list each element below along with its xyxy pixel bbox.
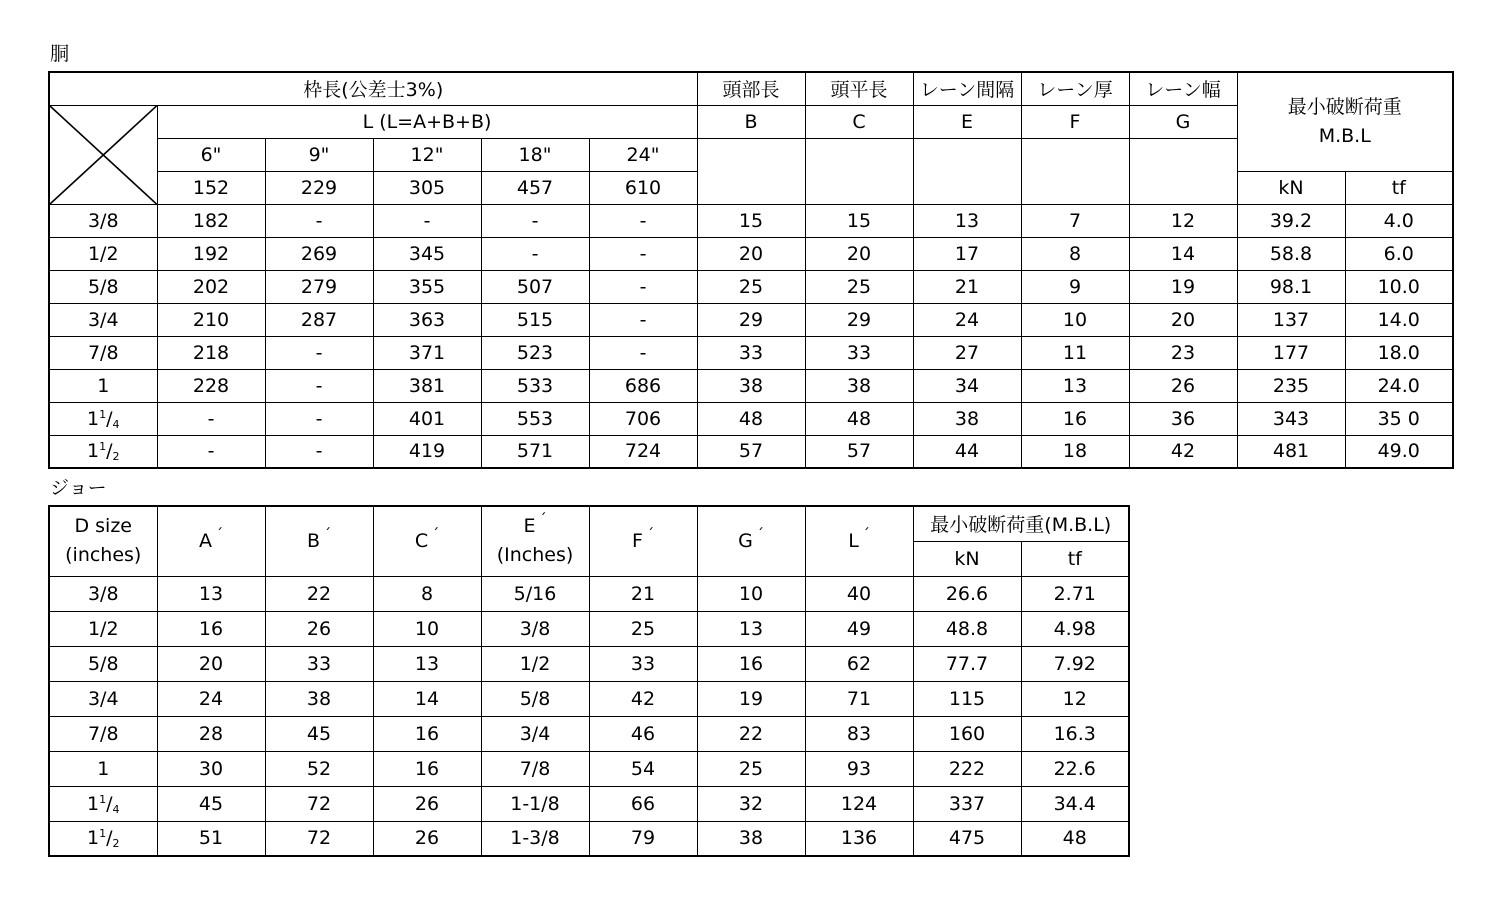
size-whole: 1: [87, 407, 100, 430]
size-numerator: 1: [99, 792, 107, 806]
table-cell: 16.3: [1021, 716, 1129, 751]
frame-length-header: 枠長(公差士3%): [49, 72, 697, 105]
jaw-tf-header: tf: [1021, 541, 1129, 576]
table-cell: 26: [373, 786, 481, 821]
table-cell: 23: [1129, 336, 1237, 369]
fraction-slash: /: [106, 407, 113, 430]
table-cell: 3/8: [481, 611, 589, 646]
table-cell: 210: [157, 303, 265, 336]
table-cell: 45: [265, 716, 373, 751]
fraction-slash: /: [106, 827, 113, 850]
table-cell: 345: [373, 237, 481, 270]
table-cell: 475: [913, 821, 1021, 856]
col-e-label: E: [523, 515, 536, 538]
table-cell: -: [157, 402, 265, 435]
table-cell: 21: [913, 270, 1021, 303]
table-cell: 16: [1021, 402, 1129, 435]
table-cell: 33: [697, 336, 805, 369]
col-e-header: [481, 506, 589, 576]
table-cell: 77.7: [913, 646, 1021, 681]
table-cell: 533: [481, 369, 589, 402]
table-cell: 42: [1129, 435, 1237, 468]
lane-thickness-header: レーン厚: [1021, 72, 1129, 105]
table-cell: 66: [589, 786, 697, 821]
table-cell: 1-1/8: [481, 786, 589, 821]
table-cell: 42: [589, 681, 697, 716]
table-cell: 16: [157, 611, 265, 646]
table-cell: -: [481, 237, 589, 270]
table-cell: 16: [697, 646, 805, 681]
table-cell: 571: [481, 435, 589, 468]
jaw-spec-table: [48, 505, 1130, 857]
formula-header: L (L=A+B+B): [157, 105, 697, 138]
table-cell: 553: [481, 402, 589, 435]
d-size-header: [49, 506, 157, 576]
size-denominator: 4: [112, 417, 120, 431]
table-cell: 32: [697, 786, 805, 821]
table-cell: 3/4: [481, 716, 589, 751]
table-cell: 9: [1021, 270, 1129, 303]
table-cell: 6.0: [1345, 237, 1453, 270]
col-l-header: [805, 506, 913, 576]
table-cell: 136: [805, 821, 913, 856]
table-cell: 287: [265, 303, 373, 336]
size-cell: 1/2: [49, 611, 157, 646]
table-cell: 79: [589, 821, 697, 856]
table-cell: 16: [373, 716, 481, 751]
size-cell: 1: [49, 751, 157, 786]
table-cell: 25: [697, 751, 805, 786]
prime-mark: ´: [862, 527, 870, 544]
size-cell: 1/2: [49, 237, 157, 270]
table-row: [49, 611, 1129, 646]
table-cell: -: [265, 435, 373, 468]
table-cell: 8: [1021, 237, 1129, 270]
table-cell: 343: [1237, 402, 1345, 435]
table-cell: 724: [589, 435, 697, 468]
inch-header: 24": [589, 138, 697, 171]
table-cell: 38: [697, 821, 805, 856]
table-cell: -: [265, 336, 373, 369]
table-cell: 83: [805, 716, 913, 751]
prime-mark: ´: [756, 527, 764, 544]
empty-cell: [697, 138, 805, 204]
table-row: [49, 402, 1453, 435]
table-cell: 4.0: [1345, 204, 1453, 237]
table-cell: 15: [697, 204, 805, 237]
table-row: [49, 204, 1453, 237]
size-cell: 3/4: [49, 303, 157, 336]
table-cell: 71: [805, 681, 913, 716]
table-cell: 72: [265, 786, 373, 821]
jaw-table-rows: [49, 576, 1129, 856]
table-cell: 19: [1129, 270, 1237, 303]
col-f-header: [589, 506, 697, 576]
inch-header: 9": [265, 138, 373, 171]
mm-header: 457: [481, 171, 589, 204]
table-cell: 29: [697, 303, 805, 336]
prime-mark: ´: [216, 527, 223, 544]
table-row: [49, 646, 1129, 681]
table-row: [49, 435, 1453, 468]
size-cell: [49, 435, 157, 468]
table-cell: -: [589, 336, 697, 369]
size-numerator: 1: [99, 407, 107, 421]
table-cell: 51: [157, 821, 265, 856]
table-row: [49, 681, 1129, 716]
jaw-mbl-header: 最小破断荷重(M.B.L): [913, 506, 1129, 541]
table-cell: 160: [913, 716, 1021, 751]
table-cell: 177: [1237, 336, 1345, 369]
table-cell: 523: [481, 336, 589, 369]
table-cell: 18: [1021, 435, 1129, 468]
table-cell: 28: [157, 716, 265, 751]
table-cell: 21: [589, 576, 697, 611]
table-cell: 14: [1129, 237, 1237, 270]
col-g-header: [697, 506, 805, 576]
table-cell: 507: [481, 270, 589, 303]
mm-header: 305: [373, 171, 481, 204]
prime-mark: ´: [539, 512, 547, 529]
table-cell: 33: [805, 336, 913, 369]
cross-lines-icon: [50, 106, 157, 204]
table-row: [49, 576, 1129, 611]
table-cell: 49: [805, 611, 913, 646]
size-cell: 1: [49, 369, 157, 402]
table-cell: 20: [805, 237, 913, 270]
mbl-subtitle: M.B.L: [1318, 124, 1371, 147]
table-cell: 26: [373, 821, 481, 856]
size-whole: 1: [87, 440, 100, 463]
table-row: [49, 270, 1453, 303]
table-cell: 363: [373, 303, 481, 336]
table-cell: 11: [1021, 336, 1129, 369]
table-cell: 381: [373, 369, 481, 402]
table-cell: 115: [913, 681, 1021, 716]
col-b-label: B: [306, 530, 321, 553]
table-cell: -: [265, 402, 373, 435]
table-cell: 22: [265, 576, 373, 611]
tf-header: tf: [1345, 171, 1453, 204]
table-cell: -: [481, 204, 589, 237]
size-denominator: 4: [112, 802, 120, 816]
table-cell: -: [589, 303, 697, 336]
table-row: [49, 237, 1453, 270]
col-e-unit: (Inches): [496, 544, 574, 567]
table-cell: 7.92: [1021, 646, 1129, 681]
col-c-header: [373, 506, 481, 576]
table-cell: 49.0: [1345, 435, 1453, 468]
size-cell: [49, 821, 157, 856]
table-cell: 13: [373, 646, 481, 681]
size-cell: [49, 402, 157, 435]
size-whole: 1: [87, 792, 100, 815]
mbl-header: [1237, 72, 1453, 171]
table-cell: 10: [1021, 303, 1129, 336]
jaw-kn-header: kN: [913, 541, 1021, 576]
table-cell: 2.71: [1021, 576, 1129, 611]
size-numerator: 1: [99, 827, 107, 841]
body-table-rows: [49, 204, 1453, 468]
fraction-slash: /: [106, 440, 113, 463]
size-cell: 5/8: [49, 646, 157, 681]
table-cell: 38: [805, 369, 913, 402]
table-cell: -: [589, 204, 697, 237]
col-a-header: [157, 506, 265, 576]
table-row: [49, 336, 1453, 369]
col-g-label: G: [738, 530, 753, 553]
table-cell: -: [589, 237, 697, 270]
table-cell: 13: [1021, 369, 1129, 402]
table-row: [49, 369, 1453, 402]
size-numerator: 1: [99, 440, 107, 454]
table-row: [49, 786, 1129, 821]
table-cell: 481: [1237, 435, 1345, 468]
table-cell: 57: [697, 435, 805, 468]
head-length-header: 頭部長: [697, 72, 805, 105]
size-cell: 3/4: [49, 681, 157, 716]
table-cell: 124: [805, 786, 913, 821]
size-denominator: 2: [112, 450, 120, 464]
table-cell: 13: [697, 611, 805, 646]
table-cell: 182: [157, 204, 265, 237]
table-cell: 35 0: [1345, 402, 1453, 435]
table-cell: 192: [157, 237, 265, 270]
table-cell: 26: [1129, 369, 1237, 402]
table-cell: 34.4: [1021, 786, 1129, 821]
table-cell: 1/2: [481, 646, 589, 681]
table-cell: 38: [265, 681, 373, 716]
col-c-label: C: [414, 530, 429, 553]
col-f-label: F: [632, 530, 643, 553]
table-cell: 34: [913, 369, 1021, 402]
table-cell: 17: [913, 237, 1021, 270]
prime-mark: ´: [324, 527, 332, 544]
table-cell: 8: [373, 576, 481, 611]
table-cell: 44: [913, 435, 1021, 468]
table-cell: -: [265, 204, 373, 237]
size-cell: 3/8: [49, 204, 157, 237]
table-cell: 58.8: [1237, 237, 1345, 270]
table-cell: 269: [265, 237, 373, 270]
col-l-label: L: [848, 530, 859, 553]
size-cell: 7/8: [49, 716, 157, 751]
table-cell: 46: [589, 716, 697, 751]
jaw-section-title: ジョー: [50, 477, 107, 499]
inch-header: 6": [157, 138, 265, 171]
empty-cell: [805, 138, 913, 204]
table-cell: 24: [913, 303, 1021, 336]
size-denominator: 2: [112, 837, 120, 851]
table-cell: 26: [265, 611, 373, 646]
table-cell: 4.98: [1021, 611, 1129, 646]
col-f-header: F: [1021, 105, 1129, 138]
table-cell: 48.8: [913, 611, 1021, 646]
table-cell: 25: [805, 270, 913, 303]
table-cell: 7: [1021, 204, 1129, 237]
table-cell: 371: [373, 336, 481, 369]
table-cell: 14: [373, 681, 481, 716]
prime-mark: ´: [646, 527, 654, 544]
prime-mark: ´: [432, 527, 440, 544]
empty-cell: [1129, 138, 1237, 204]
table-cell: 337: [913, 786, 1021, 821]
table-cell: 52: [265, 751, 373, 786]
table-cell: -: [373, 204, 481, 237]
table-cell: 7/8: [481, 751, 589, 786]
table-cell: 20: [697, 237, 805, 270]
table-cell: 27: [913, 336, 1021, 369]
mm-header: 610: [589, 171, 697, 204]
table-cell: 98.1: [1237, 270, 1345, 303]
table-row: [49, 821, 1129, 856]
table-cell: 48: [1021, 821, 1129, 856]
table-cell: 218: [157, 336, 265, 369]
table-cell: 401: [373, 402, 481, 435]
table-cell: 48: [805, 402, 913, 435]
table-cell: 10.0: [1345, 270, 1453, 303]
table-cell: 355: [373, 270, 481, 303]
table-cell: 235: [1237, 369, 1345, 402]
table-cell: 54: [589, 751, 697, 786]
size-cell: 7/8: [49, 336, 157, 369]
fraction-slash: /: [106, 792, 113, 815]
table-cell: 706: [589, 402, 697, 435]
table-cell: 13: [157, 576, 265, 611]
table-cell: 30: [157, 751, 265, 786]
table-cell: 515: [481, 303, 589, 336]
table-cell: 48: [697, 402, 805, 435]
kn-header: kN: [1237, 171, 1345, 204]
table-cell: 279: [265, 270, 373, 303]
table-cell: 10: [373, 611, 481, 646]
table-cell: 228: [157, 369, 265, 402]
d-size-label: D size: [74, 515, 132, 538]
table-cell: 1-3/8: [481, 821, 589, 856]
table-cell: 25: [697, 270, 805, 303]
size-cell: [49, 786, 157, 821]
table-cell: 38: [697, 369, 805, 402]
body-section-title: 胴: [50, 43, 70, 65]
size-cell: 5/8: [49, 270, 157, 303]
corner-cross-cell: [49, 105, 157, 204]
table-cell: 16: [373, 751, 481, 786]
size-cell: 3/8: [49, 576, 157, 611]
table-cell: 25: [589, 611, 697, 646]
table-cell: 33: [265, 646, 373, 681]
inch-header: 12": [373, 138, 481, 171]
table-cell: 15: [805, 204, 913, 237]
table-cell: 12: [1021, 681, 1129, 716]
lane-spacing-header: レーン間隔: [913, 72, 1021, 105]
table-cell: 24.0: [1345, 369, 1453, 402]
table-cell: 18.0: [1345, 336, 1453, 369]
head-flat-length-header: 頭平長: [805, 72, 913, 105]
table-cell: 686: [589, 369, 697, 402]
table-row: [49, 303, 1453, 336]
table-cell: 137: [1237, 303, 1345, 336]
table-cell: 419: [373, 435, 481, 468]
table-cell: 93: [805, 751, 913, 786]
table-cell: 202: [157, 270, 265, 303]
table-cell: 20: [157, 646, 265, 681]
table-cell: 10: [697, 576, 805, 611]
table-cell: 14.0: [1345, 303, 1453, 336]
col-c-header: C: [805, 105, 913, 138]
body-spec-table: [48, 71, 1454, 469]
table-cell: 24: [157, 681, 265, 716]
empty-cell: [913, 138, 1021, 204]
table-cell: 5/16: [481, 576, 589, 611]
lane-width-header: レーン幅: [1129, 72, 1237, 105]
col-a-label: A: [199, 530, 212, 553]
table-cell: 38: [913, 402, 1021, 435]
table-cell: -: [157, 435, 265, 468]
mm-header: 152: [157, 171, 265, 204]
table-cell: -: [265, 369, 373, 402]
col-b-header: B: [697, 105, 805, 138]
table-cell: 72: [265, 821, 373, 856]
table-cell: 22: [697, 716, 805, 751]
table-cell: 222: [913, 751, 1021, 786]
size-whole: 1: [87, 827, 100, 850]
table-cell: 20: [1129, 303, 1237, 336]
mm-header: 229: [265, 171, 373, 204]
empty-cell: [1021, 138, 1129, 204]
table-cell: 22.6: [1021, 751, 1129, 786]
col-e-header: E: [913, 105, 1021, 138]
table-cell: -: [589, 270, 697, 303]
col-b-header: [265, 506, 373, 576]
col-g-header: G: [1129, 105, 1237, 138]
table-cell: 26.6: [913, 576, 1021, 611]
table-cell: 13: [913, 204, 1021, 237]
table-row: [49, 751, 1129, 786]
table-cell: 5/8: [481, 681, 589, 716]
table-cell: 29: [805, 303, 913, 336]
table-row: [49, 716, 1129, 751]
table-cell: 45: [157, 786, 265, 821]
table-cell: 62: [805, 646, 913, 681]
table-cell: 39.2: [1237, 204, 1345, 237]
table-cell: 33: [589, 646, 697, 681]
mbl-title: 最小破断荷重: [1287, 95, 1402, 118]
inch-header: 18": [481, 138, 589, 171]
table-cell: 36: [1129, 402, 1237, 435]
table-cell: 57: [805, 435, 913, 468]
table-cell: 12: [1129, 204, 1237, 237]
d-size-unit: (inches): [65, 544, 142, 567]
table-cell: 19: [697, 681, 805, 716]
table-cell: 40: [805, 576, 913, 611]
